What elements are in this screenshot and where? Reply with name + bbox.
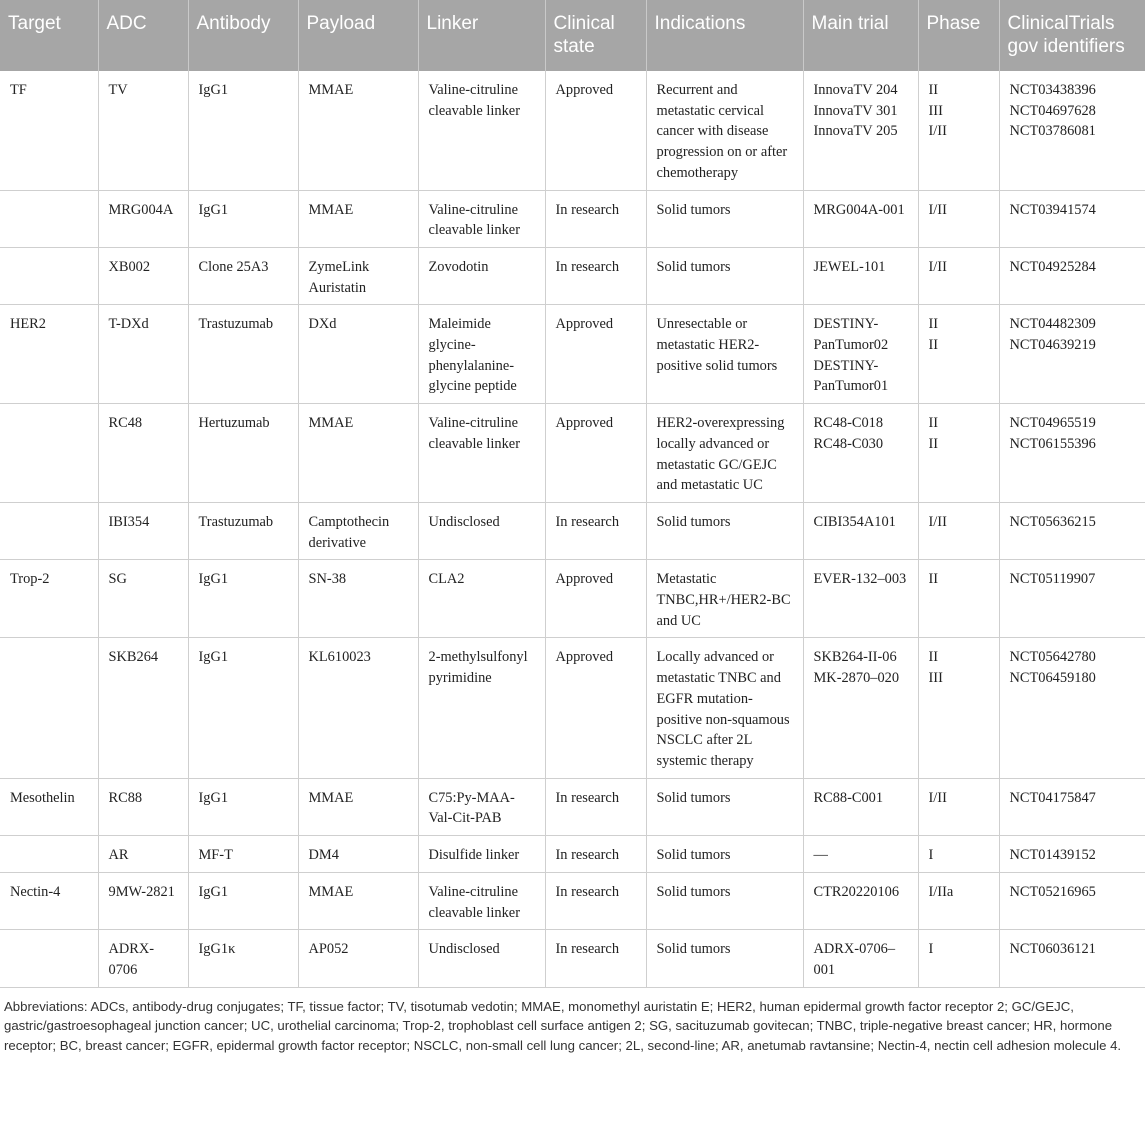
- phase-cell: [918, 560, 999, 638]
- adc-cell: MRG004A: [98, 190, 188, 247]
- nct-id: NCT04925284: [1009, 258, 1096, 275]
- antibody-cell: MF-T: [188, 836, 298, 873]
- indications-cell: Solid tumors: [646, 190, 803, 247]
- payload-cell: DXd: [298, 305, 418, 404]
- abbreviations-footnote: Abbreviations: ADCs, antibody-drug conjugates; TF, tissue factor; TV, tisotumab vedotin; MMAE, monomethyl auristatin E; HER2, human epidermal growth factor receptor 2; GC/GEJC, gastric/gastroesophageal junction cancer; UC, urothelial carcinoma; Trop-2, trophoblast cell surface antigen 2; SG, sacituzumab govitecan; TNBC, triple-negative breast cancer; HR, hormone receptor; BC, breast cancer; EGFR, epidermal growth factor receptor; NSCLC, non-small cell lung cancer; 2L, second-line; AR, anetumab ravtansine; Nectin-4, nectin cell adhesion molecule 4.: [4, 998, 1122, 1053]
- adc-cell: T-DXd: [98, 305, 188, 404]
- main-trial-cell: [803, 778, 918, 835]
- indications-cell: Locally advanced or metastatic TNBC and EGFR mutation-positive non-squamous NSCLC after 2L systemic therapy: [646, 638, 803, 778]
- header-phase: Phase: [918, 0, 999, 71]
- header-target: Target: [0, 0, 98, 71]
- trial-name: —: [813, 847, 828, 864]
- payload-cell: Camptothecin derivative: [298, 502, 418, 559]
- antibody-cell: IgG1: [188, 190, 298, 247]
- target-cell: [0, 190, 98, 247]
- nct-id-cell: [999, 836, 1145, 873]
- phase-cell: [918, 190, 999, 247]
- nct-id: NCT06459180: [1009, 670, 1096, 687]
- nct-id: NCT05636215: [1009, 513, 1096, 530]
- header-main-trial: Main trial: [803, 0, 918, 71]
- payload-cell: KL610023: [298, 638, 418, 778]
- payload-cell: MMAE: [298, 872, 418, 929]
- phase-cell: [918, 778, 999, 835]
- target-cell: [0, 502, 98, 559]
- antibody-cell: Hertuzumab: [188, 404, 298, 503]
- linker-cell: C75:Py-MAA-Val-Cit-PAB: [418, 778, 545, 835]
- target-cell: [0, 836, 98, 873]
- table-row: [0, 190, 1145, 247]
- nct-id: NCT06155396: [1009, 435, 1096, 452]
- payload-cell: ZymeLink Auristatin: [298, 247, 418, 304]
- payload-cell: MMAE: [298, 404, 418, 503]
- target-cell: Trop-2: [0, 560, 98, 638]
- header-antibody: Antibody: [188, 0, 298, 71]
- nct-id: NCT05642780: [1009, 649, 1096, 666]
- antibody-cell: IgG1κ: [188, 930, 298, 987]
- phase-cell: [918, 836, 999, 873]
- main-trial-cell: [803, 305, 918, 404]
- target-cell: Mesothelin: [0, 778, 98, 835]
- adc-cell: 9MW-2821: [98, 872, 188, 929]
- nct-id-cell: [999, 778, 1145, 835]
- nct-id: NCT06036121: [1009, 941, 1096, 958]
- clinical-state-cell: Approved: [545, 560, 646, 638]
- indications-cell: Unresectable or metastatic HER2-positive solid tumors: [646, 305, 803, 404]
- phase-value: I: [928, 941, 934, 958]
- phase-value: II: [928, 415, 939, 432]
- payload-cell: MMAE: [298, 71, 418, 190]
- table-body: [0, 71, 1145, 987]
- adc-cell: AR: [98, 836, 188, 873]
- phase-cell: [918, 930, 999, 987]
- linker-cell: Disulfide linker: [418, 836, 545, 873]
- payload-cell: MMAE: [298, 778, 418, 835]
- antibody-cell: IgG1: [188, 71, 298, 190]
- nct-id: NCT04639219: [1009, 337, 1096, 354]
- trial-name: InnovaTV 204: [813, 82, 898, 98]
- phase-value: I/II: [928, 123, 947, 140]
- clinical-state-cell: Approved: [545, 638, 646, 778]
- table-row: [0, 404, 1145, 503]
- phase-value: I/II: [928, 513, 947, 530]
- indications-cell: HER2-overexpressing locally advanced or metastatic GC/GEJC and metastatic UC: [646, 404, 803, 503]
- indications-cell: Solid tumors: [646, 872, 803, 929]
- phase-value: II: [928, 435, 939, 452]
- indications-cell: Recurrent and metastatic cervical cancer with disease progression on or after chemotherapy: [646, 71, 803, 190]
- nct-id-cell: [999, 872, 1145, 929]
- main-trial-cell: [803, 560, 918, 638]
- nct-id-cell: [999, 190, 1145, 247]
- linker-cell: Valine-citruline cleavable linker: [418, 71, 545, 190]
- target-cell: Nectin-4: [0, 872, 98, 929]
- adc-cell: RC88: [98, 778, 188, 835]
- trial-name: MRG004A-001: [813, 201, 905, 218]
- table-row: [0, 305, 1145, 404]
- nct-id: NCT05216965: [1009, 883, 1096, 900]
- nct-id: NCT04697628: [1009, 102, 1096, 119]
- clinical-state-cell: In research: [545, 190, 646, 247]
- main-trial-cell: [803, 930, 918, 987]
- linker-cell: Valine-citruline cleavable linker: [418, 190, 545, 247]
- trial-name: EVER-132–003: [813, 571, 907, 588]
- antibody-cell: Trastuzumab: [188, 305, 298, 404]
- header-linker: Linker: [418, 0, 545, 71]
- indications-cell: Solid tumors: [646, 247, 803, 304]
- table-header: [0, 0, 1145, 71]
- phase-cell: [918, 404, 999, 503]
- trial-name: DESTINY-PanTumor02: [813, 316, 889, 354]
- adc-cell: TV: [98, 71, 188, 190]
- main-trial-cell: [803, 836, 918, 873]
- linker-cell: 2-methylsulfonyl pyrimidine: [418, 638, 545, 778]
- trial-name: MK-2870–020: [813, 670, 900, 687]
- trial-name: SKB264-II-06: [813, 649, 897, 666]
- header-indications: Indications: [646, 0, 803, 71]
- clinical-state-cell: In research: [545, 502, 646, 559]
- adc-cell: IBI354: [98, 502, 188, 559]
- main-trial-cell: [803, 190, 918, 247]
- phase-value: I/II: [928, 201, 947, 218]
- nct-id-cell: [999, 502, 1145, 559]
- phase-value: II: [928, 649, 939, 666]
- header-payload: Payload: [298, 0, 418, 71]
- clinical-state-cell: In research: [545, 930, 646, 987]
- table-row: [0, 247, 1145, 304]
- trial-name: InnovaTV 205: [813, 123, 898, 140]
- clinical-state-cell: In research: [545, 836, 646, 873]
- payload-cell: AP052: [298, 930, 418, 987]
- nct-id-cell: [999, 930, 1145, 987]
- phase-cell: [918, 872, 999, 929]
- clinical-state-cell: In research: [545, 872, 646, 929]
- phase-value: III: [928, 670, 943, 687]
- table-row: [0, 71, 1145, 190]
- antibody-cell: IgG1: [188, 560, 298, 638]
- nct-id: NCT04175847: [1009, 789, 1096, 806]
- clinical-state-cell: In research: [545, 778, 646, 835]
- trial-name: ADRX-0706–001: [813, 941, 896, 978]
- phase-value: I/IIa: [928, 883, 954, 900]
- target-cell: [0, 638, 98, 778]
- main-trial-cell: [803, 502, 918, 559]
- linker-cell: Valine-citruline cleavable linker: [418, 404, 545, 503]
- table-row: [0, 778, 1145, 835]
- linker-cell: Valine-citruline cleavable linker: [418, 872, 545, 929]
- table-row: [0, 872, 1145, 929]
- main-trial-cell: [803, 404, 918, 503]
- table-row: [0, 502, 1145, 559]
- antibody-cell: IgG1: [188, 872, 298, 929]
- nct-id-cell: [999, 305, 1145, 404]
- phase-cell: [918, 247, 999, 304]
- trial-name: JEWEL-101: [813, 258, 886, 275]
- phase-value: I/II: [928, 789, 947, 806]
- linker-cell: Undisclosed: [418, 502, 545, 559]
- nct-id: NCT04482309: [1009, 316, 1096, 333]
- target-cell: [0, 404, 98, 503]
- adc-cell: RC48: [98, 404, 188, 503]
- clinical-state-cell: Approved: [545, 71, 646, 190]
- target-cell: HER2: [0, 305, 98, 404]
- table-row: [0, 836, 1145, 873]
- trial-name: InnovaTV 301: [813, 102, 898, 119]
- antibody-cell: IgG1: [188, 778, 298, 835]
- trial-name: RC88-C001: [813, 789, 884, 806]
- main-trial-cell: [803, 872, 918, 929]
- main-trial-cell: [803, 247, 918, 304]
- header-row: [0, 0, 1145, 71]
- adc-cell: SG: [98, 560, 188, 638]
- phase-value: I: [928, 847, 934, 864]
- trial-name: DESTINY-PanTumor01: [813, 357, 889, 395]
- nct-id: NCT04965519: [1009, 415, 1096, 432]
- indications-cell: Solid tumors: [646, 836, 803, 873]
- header-adc: ADC: [98, 0, 188, 71]
- nct-id: NCT03438396: [1009, 82, 1096, 98]
- nct-id-cell: [999, 638, 1145, 778]
- main-trial-cell: [803, 71, 918, 190]
- linker-cell: Undisclosed: [418, 930, 545, 987]
- payload-cell: MMAE: [298, 190, 418, 247]
- clinical-state-cell: Approved: [545, 404, 646, 503]
- antibody-cell: IgG1: [188, 638, 298, 778]
- indications-cell: Metastatic TNBC,HR+/HER2-BC and UC: [646, 560, 803, 638]
- nct-id-cell: [999, 560, 1145, 638]
- phase-cell: [918, 638, 999, 778]
- clinical-state-cell: In research: [545, 247, 646, 304]
- nct-id-cell: [999, 404, 1145, 503]
- nct-id-cell: [999, 71, 1145, 190]
- table-row: [0, 638, 1145, 778]
- phase-value: I/II: [928, 258, 947, 275]
- phase-value: II: [928, 316, 939, 333]
- antibody-cell: Clone 25A3: [188, 247, 298, 304]
- table-row: [0, 560, 1145, 638]
- payload-cell: DM4: [298, 836, 418, 873]
- nct-id: NCT05119907: [1009, 571, 1096, 588]
- phase-cell: [918, 305, 999, 404]
- linker-cell: Maleimide glycine-phenylalanine-glycine peptide: [418, 305, 545, 404]
- adc-cell: XB002: [98, 247, 188, 304]
- target-cell: [0, 247, 98, 304]
- phase-cell: [918, 502, 999, 559]
- trial-name: RC48-C030: [813, 435, 884, 452]
- indications-cell: Solid tumors: [646, 930, 803, 987]
- indications-cell: Solid tumors: [646, 502, 803, 559]
- antibody-cell: Trastuzumab: [188, 502, 298, 559]
- header-clinicaltrials-id: ClinicalTrials gov identifiers: [999, 0, 1145, 71]
- clinical-state-cell: Approved: [545, 305, 646, 404]
- phase-value: III: [928, 102, 943, 119]
- adc-cell: SKB264: [98, 638, 188, 778]
- nct-id: NCT01439152: [1009, 847, 1096, 864]
- phase-value: II: [928, 337, 939, 354]
- phase-cell: [918, 71, 999, 190]
- trial-name: RC48-C018: [813, 415, 884, 432]
- payload-cell: SN-38: [298, 560, 418, 638]
- adc-cell: ADRX-0706: [98, 930, 188, 987]
- target-cell: TF: [0, 71, 98, 190]
- header-clinical-state: Clinical state: [545, 0, 646, 71]
- target-cell: [0, 930, 98, 987]
- nct-id-cell: [999, 247, 1145, 304]
- main-trial-cell: [803, 638, 918, 778]
- phase-value: II: [928, 571, 939, 588]
- nct-id: NCT03941574: [1009, 201, 1096, 218]
- table-row: [0, 930, 1145, 987]
- trial-name: CIBI354A101: [813, 513, 896, 530]
- phase-value: II: [928, 82, 939, 98]
- linker-cell: Zovodotin: [418, 247, 545, 304]
- trial-name: CTR20220106: [813, 883, 900, 900]
- linker-cell: CLA2: [418, 560, 545, 638]
- indications-cell: Solid tumors: [646, 778, 803, 835]
- nct-id: NCT03786081: [1009, 123, 1096, 140]
